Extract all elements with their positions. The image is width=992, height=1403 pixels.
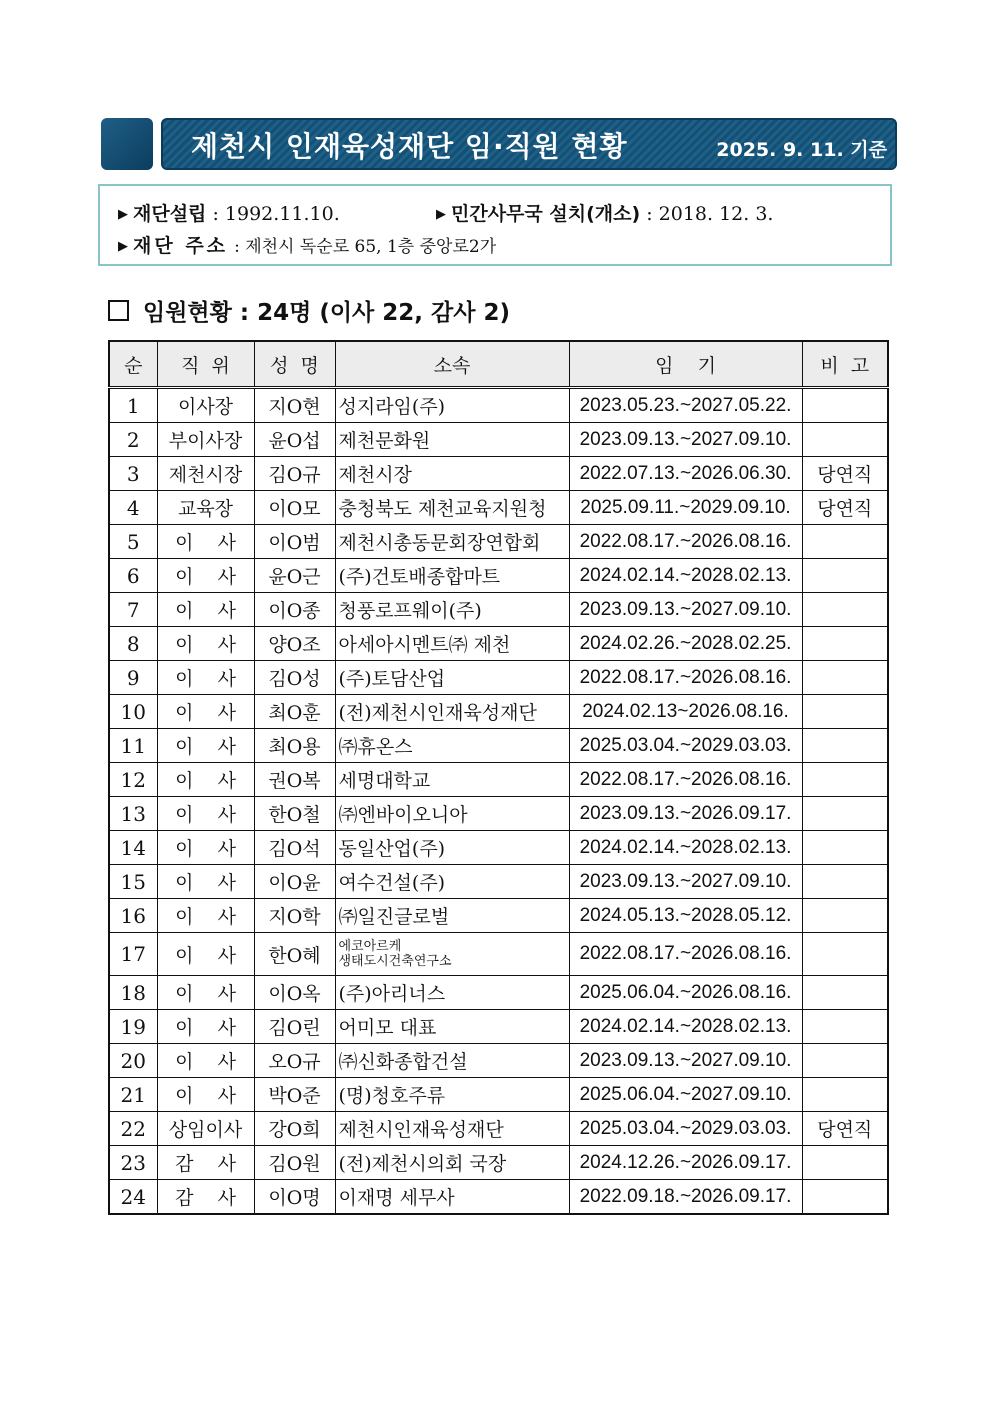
cell-note xyxy=(802,899,888,933)
cell-term: 2023.09.13.~2027.09.10. xyxy=(569,865,802,899)
cell-term: 2024.12.26.~2026.09.17. xyxy=(569,1146,802,1180)
triangle-bullet-icon: ▶ xyxy=(436,207,446,222)
triangle-bullet-icon: ▶ xyxy=(118,207,128,222)
cell-position: 부이사장 xyxy=(157,423,254,457)
cell-note xyxy=(802,661,888,695)
cell-position: 이 사 xyxy=(157,525,254,559)
cell-position: 이 사 xyxy=(157,729,254,763)
table-row xyxy=(109,627,888,661)
table-row xyxy=(109,491,888,525)
cell-name: 권O복 xyxy=(254,763,335,797)
cell-term: 2022.09.18.~2026.09.17. xyxy=(569,1180,802,1215)
cell-no: 19 xyxy=(109,1010,157,1044)
address-line xyxy=(118,231,496,258)
section-heading xyxy=(108,294,510,327)
table-row xyxy=(109,1112,888,1146)
table-row xyxy=(109,457,888,491)
cell-no: 20 xyxy=(109,1044,157,1078)
table-row xyxy=(109,388,888,423)
cell-note xyxy=(802,695,888,729)
header-name: 성 명 xyxy=(254,341,335,388)
cell-position: 제천시장 xyxy=(157,457,254,491)
office-value: : 2018. 12. 3. xyxy=(646,203,774,225)
checkbox-square-icon xyxy=(108,300,129,321)
cell-affiliation: 성지라임(주) xyxy=(335,388,569,423)
cell-position: 이 사 xyxy=(157,1078,254,1112)
cell-term: 2023.09.13.~2027.09.10. xyxy=(569,423,802,457)
cell-note xyxy=(802,559,888,593)
cell-term: 2024.02.13~2026.08.16. xyxy=(569,695,802,729)
reference-date: 2025. 9. 11. 기준 xyxy=(716,139,887,161)
office-line xyxy=(436,199,773,226)
section-title-text: 임원현황 : 24명 (이사 22, 감사 2) xyxy=(143,300,510,326)
cell-note xyxy=(802,593,888,627)
cell-name: 양O조 xyxy=(254,627,335,661)
table-row xyxy=(109,559,888,593)
cell-name: 한O철 xyxy=(254,797,335,831)
cell-position: 이 사 xyxy=(157,695,254,729)
cell-affiliation: 아세아시멘트㈜ 제천 xyxy=(335,627,569,661)
cell-note xyxy=(802,1044,888,1078)
table-row xyxy=(109,1146,888,1180)
cell-name: 강O희 xyxy=(254,1112,335,1146)
page-title: 제천시 인재육성재단 임·직원 현황 xyxy=(191,130,628,163)
cell-affiliation: 충청북도 제천교육지원청 xyxy=(335,491,569,525)
cell-no: 5 xyxy=(109,525,157,559)
affiliation-line-1: 에코아르케 xyxy=(338,939,402,954)
cell-name: 김O린 xyxy=(254,1010,335,1044)
cell-position: 이 사 xyxy=(157,865,254,899)
cell-position: 이 사 xyxy=(157,593,254,627)
cell-position: 이 사 xyxy=(157,1010,254,1044)
cell-no: 24 xyxy=(109,1180,157,1215)
table-header-row xyxy=(109,341,888,388)
cell-term: 2025.03.04.~2029.03.03. xyxy=(569,1112,802,1146)
cell-no: 9 xyxy=(109,661,157,695)
cell-note xyxy=(802,831,888,865)
address-value: : 제천시 독순로 65, 1층 중앙로2가 xyxy=(234,237,497,257)
cell-term: 2024.02.14.~2028.02.13. xyxy=(569,831,802,865)
cell-name: 윤O근 xyxy=(254,559,335,593)
cell-name: 지O학 xyxy=(254,899,335,933)
founded-label: 재단설립 xyxy=(133,203,207,225)
cell-note xyxy=(802,729,888,763)
table-row xyxy=(109,423,888,457)
office-label: 민간사무국 설치(개소) xyxy=(451,203,641,225)
header-position: 직 위 xyxy=(157,341,254,388)
executives-table xyxy=(108,340,889,1215)
cell-term: 2024.02.14.~2028.02.13. xyxy=(569,559,802,593)
cell-position: 이 사 xyxy=(157,559,254,593)
table-row xyxy=(109,729,888,763)
cell-no: 17 xyxy=(109,933,157,976)
cell-no: 3 xyxy=(109,457,157,491)
cell-note xyxy=(802,525,888,559)
cell-no: 22 xyxy=(109,1112,157,1146)
cell-name: 이O윤 xyxy=(254,865,335,899)
cell-note xyxy=(802,1078,888,1112)
table-row xyxy=(109,865,888,899)
cell-position: 이 사 xyxy=(157,627,254,661)
cell-position: 이 사 xyxy=(157,933,254,976)
cell-no: 2 xyxy=(109,423,157,457)
cell-affiliation: (주)토담산업 xyxy=(335,661,569,695)
cell-position: 이 사 xyxy=(157,831,254,865)
cell-name: 윤O섭 xyxy=(254,423,335,457)
cell-term: 2022.08.17.~2026.08.16. xyxy=(569,933,802,976)
cell-affiliation: 제천문화원 xyxy=(335,423,569,457)
cell-affiliation: 제천시인재육성재단 xyxy=(335,1112,569,1146)
cell-name: 김O석 xyxy=(254,831,335,865)
cell-term: 2023.09.13.~2026.09.17. xyxy=(569,797,802,831)
table-row xyxy=(109,976,888,1010)
table-row xyxy=(109,525,888,559)
cell-no: 10 xyxy=(109,695,157,729)
cell-note: 당연직 xyxy=(802,491,888,525)
cell-no: 12 xyxy=(109,763,157,797)
address-label: 재단 주소 xyxy=(133,235,229,257)
cell-name: 이O명 xyxy=(254,1180,335,1215)
cell-position: 감 사 xyxy=(157,1146,254,1180)
cell-note xyxy=(802,1010,888,1044)
cell-affiliation: 청풍로프웨이(주) xyxy=(335,593,569,627)
cell-term: 2022.08.17.~2026.08.16. xyxy=(569,661,802,695)
cell-note xyxy=(802,1180,888,1215)
cell-note xyxy=(802,1146,888,1180)
cell-no: 11 xyxy=(109,729,157,763)
cell-position: 이 사 xyxy=(157,797,254,831)
cell-affiliation: (명)청호주류 xyxy=(335,1078,569,1112)
cell-position: 교육장 xyxy=(157,491,254,525)
cell-note xyxy=(802,763,888,797)
cell-affiliation xyxy=(335,933,569,976)
cell-note xyxy=(802,627,888,661)
cell-name: 지O현 xyxy=(254,388,335,423)
cell-term: 2025.06.04.~2027.09.10. xyxy=(569,1078,802,1112)
affiliation-line-2: 생태도시건축연구소 xyxy=(338,954,452,969)
cell-affiliation: 세명대학교 xyxy=(335,763,569,797)
cell-term: 2022.08.17.~2026.08.16. xyxy=(569,763,802,797)
table-row xyxy=(109,797,888,831)
triangle-bullet-icon: ▶ xyxy=(118,239,128,254)
cell-name: 한O혜 xyxy=(254,933,335,976)
cell-affiliation: 이재명 세무사 xyxy=(335,1180,569,1215)
cell-no: 1 xyxy=(109,388,157,423)
cell-name: 김O원 xyxy=(254,1146,335,1180)
cell-name: 이O모 xyxy=(254,491,335,525)
table-row xyxy=(109,1044,888,1078)
cell-affiliation: 여수건설(주) xyxy=(335,865,569,899)
cell-term: 2025.06.04.~2026.08.16. xyxy=(569,976,802,1010)
cell-name: 이O종 xyxy=(254,593,335,627)
cell-term: 2025.03.04.~2029.03.03. xyxy=(569,729,802,763)
cell-name: 박O준 xyxy=(254,1078,335,1112)
cell-position: 감 사 xyxy=(157,1180,254,1215)
table-row xyxy=(109,1180,888,1215)
cell-name: 김O규 xyxy=(254,457,335,491)
cell-note xyxy=(802,865,888,899)
cell-name: 오O규 xyxy=(254,1044,335,1078)
cell-position: 이 사 xyxy=(157,976,254,1010)
cell-affiliation: ㈜엔바이오니아 xyxy=(335,797,569,831)
cell-note xyxy=(802,976,888,1010)
cell-note xyxy=(802,423,888,457)
cell-affiliation: 동일산업(주) xyxy=(335,831,569,865)
cell-name: 김O성 xyxy=(254,661,335,695)
table-row xyxy=(109,763,888,797)
header-affiliation: 소속 xyxy=(335,341,569,388)
cell-no: 14 xyxy=(109,831,157,865)
cell-note xyxy=(802,797,888,831)
cell-affiliation: ㈜일진글로벌 xyxy=(335,899,569,933)
cell-no: 15 xyxy=(109,865,157,899)
cell-note: 당연직 xyxy=(802,457,888,491)
cell-affiliation: 제천시장 xyxy=(335,457,569,491)
table-row xyxy=(109,831,888,865)
cell-affiliation: ㈜휴온스 xyxy=(335,729,569,763)
cell-term: 2024.02.14.~2028.02.13. xyxy=(569,1010,802,1044)
cell-term: 2023.05.23.~2027.05.22. xyxy=(569,388,802,423)
cell-no: 16 xyxy=(109,899,157,933)
cell-note xyxy=(802,388,888,423)
cell-position: 이 사 xyxy=(157,763,254,797)
cell-no: 8 xyxy=(109,627,157,661)
cell-note xyxy=(802,933,888,976)
cell-position: 이 사 xyxy=(157,899,254,933)
cell-position: 이 사 xyxy=(157,1044,254,1078)
founded-value: : 1992.11.10. xyxy=(212,203,340,225)
cell-term: 2024.05.13.~2028.05.12. xyxy=(569,899,802,933)
table-row xyxy=(109,933,888,976)
cell-no: 23 xyxy=(109,1146,157,1180)
cell-name: 최O훈 xyxy=(254,695,335,729)
cell-affiliation: (전)제천시의회 국장 xyxy=(335,1146,569,1180)
cell-no: 18 xyxy=(109,976,157,1010)
cell-affiliation: ㈜신화종합건설 xyxy=(335,1044,569,1078)
cell-position: 상임이사 xyxy=(157,1112,254,1146)
cell-note: 당연직 xyxy=(802,1112,888,1146)
cell-affiliation: (주)아리너스 xyxy=(335,976,569,1010)
cell-affiliation: 제천시총동문회장연합회 xyxy=(335,525,569,559)
cell-no: 13 xyxy=(109,797,157,831)
cell-term: 2025.09.11.~2029.09.10. xyxy=(569,491,802,525)
header-note: 비 고 xyxy=(802,341,888,388)
cell-term: 2024.02.26.~2028.02.25. xyxy=(569,627,802,661)
banner-square-decoration xyxy=(101,118,153,170)
cell-position: 이 사 xyxy=(157,661,254,695)
cell-name: 최O용 xyxy=(254,729,335,763)
cell-affiliation: 어미모 대표 xyxy=(335,1010,569,1044)
title-banner xyxy=(101,118,897,170)
foundation-info-box xyxy=(98,184,892,266)
cell-no: 21 xyxy=(109,1078,157,1112)
cell-no: 4 xyxy=(109,491,157,525)
table-row xyxy=(109,661,888,695)
cell-term: 2023.09.13.~2027.09.10. xyxy=(569,1044,802,1078)
cell-name: 이O옥 xyxy=(254,976,335,1010)
header-term: 임 기 xyxy=(569,341,802,388)
table-row xyxy=(109,593,888,627)
cell-term: 2022.08.17.~2026.08.16. xyxy=(569,525,802,559)
table-row xyxy=(109,1078,888,1112)
cell-term: 2023.09.13.~2027.09.10. xyxy=(569,593,802,627)
cell-no: 7 xyxy=(109,593,157,627)
cell-no: 6 xyxy=(109,559,157,593)
header-no: 순 xyxy=(109,341,157,388)
cell-name: 이O범 xyxy=(254,525,335,559)
table-row xyxy=(109,899,888,933)
cell-affiliation: (주)건토배종합마트 xyxy=(335,559,569,593)
founded-line xyxy=(118,199,340,226)
cell-position: 이사장 xyxy=(157,388,254,423)
cell-term: 2022.07.13.~2026.06.30. xyxy=(569,457,802,491)
cell-affiliation: (전)제천시인재육성재단 xyxy=(335,695,569,729)
banner-bar xyxy=(161,118,897,170)
table-row xyxy=(109,695,888,729)
table-row xyxy=(109,1010,888,1044)
